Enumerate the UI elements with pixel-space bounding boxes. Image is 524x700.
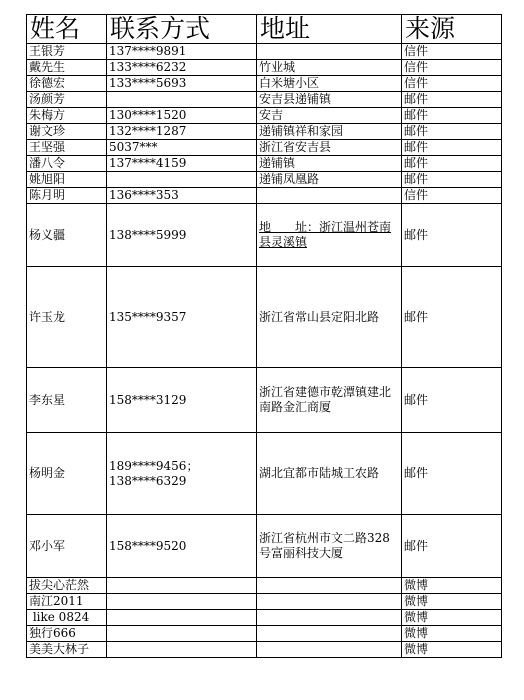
address-cell: 安吉 xyxy=(257,108,402,124)
contact-cell xyxy=(107,642,257,658)
table-row xyxy=(27,188,502,204)
name-cell: 汤颜芳 xyxy=(27,92,107,108)
table-row xyxy=(27,124,502,140)
source-cell: 邮件 xyxy=(402,368,502,433)
address-cell xyxy=(257,626,402,642)
contact-table xyxy=(26,14,502,658)
source-cell: 微博 xyxy=(402,642,502,658)
table-row xyxy=(27,108,502,124)
source-cell: 微博 xyxy=(402,626,502,642)
address-cell: 浙江省建德市乾潭镇建北南路金汇商厦 xyxy=(257,368,402,433)
contact-cell: 135****9357 xyxy=(107,267,257,368)
source-cell: 邮件 xyxy=(402,515,502,578)
table-row xyxy=(27,140,502,156)
name-cell: 许玉龙 xyxy=(27,267,107,368)
name-cell: 杨义疆 xyxy=(27,204,107,267)
contact-cell: 137****9891 xyxy=(107,44,257,60)
address-cell: 竹业城 xyxy=(257,60,402,76)
contact-cell: 189****9456；138****6329 xyxy=(107,433,257,515)
address-cell: 白米塘小区 xyxy=(257,76,402,92)
contact-cell: 137****4159 xyxy=(107,156,257,172)
name-cell: 王银芳 xyxy=(27,44,107,60)
address-cell: 递铺凤凰路 xyxy=(257,172,402,188)
source-cell: 邮件 xyxy=(402,140,502,156)
name-cell: 潘八令 xyxy=(27,156,107,172)
header-name: 姓名 xyxy=(27,15,107,44)
address-cell: 递铺镇 xyxy=(257,156,402,172)
source-cell: 邮件 xyxy=(402,204,502,267)
address-cell xyxy=(257,610,402,626)
table-row xyxy=(27,578,502,594)
contact-cell xyxy=(107,626,257,642)
header-address: 地址 xyxy=(257,15,402,44)
name-cell: 李东星 xyxy=(27,368,107,433)
contact-cell: 158****9520 xyxy=(107,515,257,578)
source-cell: 微博 xyxy=(402,578,502,594)
table-row xyxy=(27,515,502,578)
address-cell: 浙江省安吉县 xyxy=(257,140,402,156)
source-cell: 邮件 xyxy=(402,433,502,515)
source-cell: 微博 xyxy=(402,594,502,610)
contact-cell: 133****5693 xyxy=(107,76,257,92)
name-cell: 拔尖心茫然 xyxy=(27,578,107,594)
address-cell xyxy=(257,188,402,204)
table-row xyxy=(27,368,502,433)
table-row xyxy=(27,267,502,368)
source-cell: 邮件 xyxy=(402,172,502,188)
source-cell: 信件 xyxy=(402,76,502,92)
address-cell xyxy=(257,642,402,658)
name-cell: 邓小军 xyxy=(27,515,107,578)
address-cell xyxy=(257,44,402,60)
contact-cell: 130****1520 xyxy=(107,108,257,124)
source-cell: 邮件 xyxy=(402,267,502,368)
address-cell: 浙江省杭州市文二路328号富丽科技大厦 xyxy=(257,515,402,578)
table-row xyxy=(27,626,502,642)
name-cell: 陈月明 xyxy=(27,188,107,204)
table-row xyxy=(27,204,502,267)
source-cell: 邮件 xyxy=(402,124,502,140)
table-row xyxy=(27,172,502,188)
name-cell: 朱梅方 xyxy=(27,108,107,124)
source-cell: 信件 xyxy=(402,44,502,60)
contact-cell xyxy=(107,578,257,594)
name-cell: 姚旭阳 xyxy=(27,172,107,188)
table-row xyxy=(27,156,502,172)
address-cell: 浙江省常山县定阳北路 xyxy=(257,267,402,368)
name-cell: 谢文珍 xyxy=(27,124,107,140)
contact-cell: 138****5999 xyxy=(107,204,257,267)
name-cell: 独行666 xyxy=(27,626,107,642)
address-cell xyxy=(257,594,402,610)
source-cell: 信件 xyxy=(402,60,502,76)
header-contact: 联系方式 xyxy=(107,15,257,44)
address-cell: 安吉县递铺镇 xyxy=(257,92,402,108)
table-row xyxy=(27,92,502,108)
address-cell: 地 址：浙江温州苍南县灵溪镇 xyxy=(257,204,402,267)
contact-cell: 5037*** xyxy=(107,140,257,156)
table-row xyxy=(27,642,502,658)
address-cell: 湖北宜都市陆城工农路 xyxy=(257,433,402,515)
name-cell: like 0824 xyxy=(27,610,107,626)
name-cell: 戴先生 xyxy=(27,60,107,76)
source-cell: 邮件 xyxy=(402,108,502,124)
name-cell: 王坚强 xyxy=(27,140,107,156)
address-cell xyxy=(257,578,402,594)
name-cell: 杨明金 xyxy=(27,433,107,515)
source-cell: 信件 xyxy=(402,188,502,204)
contact-cell: 133****6232 xyxy=(107,60,257,76)
table-row xyxy=(27,610,502,626)
contact-cell xyxy=(107,92,257,108)
source-cell: 邮件 xyxy=(402,92,502,108)
table-row xyxy=(27,594,502,610)
header-source: 来源 xyxy=(402,15,502,44)
contact-cell: 132****1287 xyxy=(107,124,257,140)
source-cell: 邮件 xyxy=(402,156,502,172)
name-cell: 南江2011 xyxy=(27,594,107,610)
table-row xyxy=(27,60,502,76)
contact-cell: 136****353 xyxy=(107,188,257,204)
table-row xyxy=(27,44,502,60)
source-cell: 微博 xyxy=(402,610,502,626)
contact-cell xyxy=(107,172,257,188)
table-row xyxy=(27,433,502,515)
name-cell: 徐德宏 xyxy=(27,76,107,92)
contact-cell: 158****3129 xyxy=(107,368,257,433)
contact-cell xyxy=(107,610,257,626)
header-row xyxy=(27,15,502,44)
name-cell: 美美大林子 xyxy=(27,642,107,658)
contact-cell xyxy=(107,594,257,610)
address-cell: 递铺镇祥和家园 xyxy=(257,124,402,140)
table-row xyxy=(27,76,502,92)
